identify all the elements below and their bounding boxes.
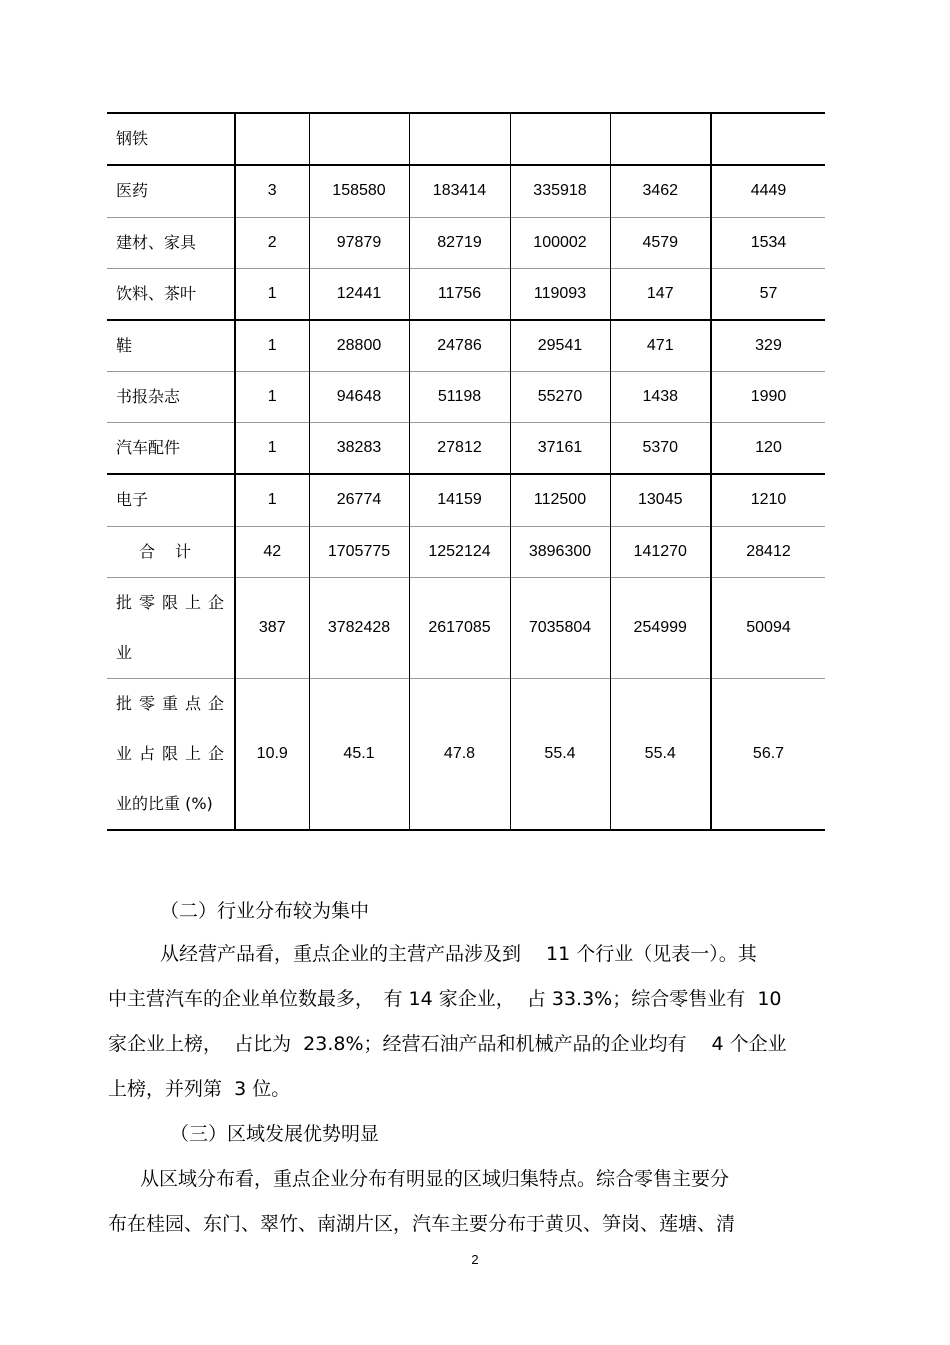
table-cell: 28412 <box>711 526 825 577</box>
table-cell: 3782428 <box>309 577 409 678</box>
table-cell: 12441 <box>309 268 409 320</box>
table-cell: 2 <box>235 217 309 268</box>
table-cell: 1534 <box>711 217 825 268</box>
table-cell: 112500 <box>510 474 610 526</box>
table-cell: 1 <box>235 268 309 320</box>
table-cell: 27812 <box>409 423 510 475</box>
row-label: 汽车配件 <box>107 423 235 475</box>
table-cell: 1 <box>235 320 309 372</box>
table-cell: 158580 <box>309 165 409 217</box>
table-cell: 55.4 <box>510 678 610 830</box>
section-2-heading: （二）行业分布较为集中 <box>160 900 370 922</box>
table-cell: 1252124 <box>409 526 510 577</box>
row-label-line: 批零重点企 <box>116 693 232 713</box>
row-label-line: 批零限上企 <box>116 592 232 612</box>
table-row <box>107 372 825 423</box>
table-cell: 335918 <box>510 165 610 217</box>
table-row <box>107 217 825 268</box>
table-cell: 11756 <box>409 268 510 320</box>
table-cell: 47.8 <box>409 678 510 830</box>
table-cell: 7035804 <box>510 577 610 678</box>
table-cell: 1 <box>235 423 309 475</box>
table-cell <box>610 113 711 165</box>
table-cell: 55.4 <box>610 678 711 830</box>
table-row <box>107 577 825 678</box>
row-label-line: 业的比重 (%) <box>116 793 213 813</box>
data-table <box>107 112 825 831</box>
table-cell: 141270 <box>610 526 711 577</box>
table-row <box>107 526 825 577</box>
row-label: 书报杂志 <box>107 372 235 423</box>
table-cell <box>235 113 309 165</box>
row-label-line: 业占限上企 <box>116 743 232 763</box>
table-cell: 28800 <box>309 320 409 372</box>
table-cell: 29541 <box>510 320 610 372</box>
table-cell <box>309 113 409 165</box>
section-2-line-2: 中主营汽车的企业单位数最多， 有 14 家企业， 占 33.3%；综合零售业有 10 <box>108 988 782 1010</box>
table-cell <box>711 113 825 165</box>
table-cell: 471 <box>610 320 711 372</box>
table-cell: 10.9 <box>235 678 309 830</box>
table-cell: 119093 <box>510 268 610 320</box>
table-cell: 4579 <box>610 217 711 268</box>
row-label <box>107 678 235 830</box>
table-cell: 56.7 <box>711 678 825 830</box>
page-number: 2 <box>471 1252 479 1267</box>
table-cell <box>409 113 510 165</box>
table-cell: 51198 <box>409 372 510 423</box>
table-cell: 4449 <box>711 165 825 217</box>
table-row <box>107 165 825 217</box>
table-cell: 147 <box>610 268 711 320</box>
table-cell: 254999 <box>610 577 711 678</box>
table-cell: 57 <box>711 268 825 320</box>
table-cell: 24786 <box>409 320 510 372</box>
table-cell: 120 <box>711 423 825 475</box>
table-cell: 97879 <box>309 217 409 268</box>
table-cell: 94648 <box>309 372 409 423</box>
table-cell: 82719 <box>409 217 510 268</box>
section-2-line-4: 上榜，并列第 3 位。 <box>108 1078 291 1100</box>
row-label: 钢铁 <box>107 113 235 165</box>
table-cell: 3462 <box>610 165 711 217</box>
section-3-heading: （三）区域发展优势明显 <box>170 1123 380 1145</box>
table-row <box>107 113 825 165</box>
table-cell: 1210 <box>711 474 825 526</box>
row-label: 合计 <box>107 526 235 577</box>
section-3-line-1: 从区域分布看，重点企业分布有明显的区域归集特点。综合零售主要分 <box>140 1168 730 1190</box>
table-cell: 42 <box>235 526 309 577</box>
table-cell: 14159 <box>409 474 510 526</box>
table-row <box>107 268 825 320</box>
table-cell: 1705775 <box>309 526 409 577</box>
table-cell: 329 <box>711 320 825 372</box>
table-row <box>107 423 825 475</box>
section-3-line-2: 布在桂园、东门、翠竹、南湖片区，汽车主要分布于黄贝、笋岗、莲塘、清 <box>108 1213 736 1235</box>
table-cell <box>510 113 610 165</box>
row-label: 建材、家具 <box>107 217 235 268</box>
table-row <box>107 678 825 830</box>
table-cell: 1438 <box>610 372 711 423</box>
table-row <box>107 320 825 372</box>
table-cell: 3896300 <box>510 526 610 577</box>
row-label-line: 业 <box>116 642 133 662</box>
row-label: 鞋 <box>107 320 235 372</box>
table-cell: 55270 <box>510 372 610 423</box>
section-2-line-1: 从经营产品看，重点企业的主营产品涉及到 11 个行业（见表一）。其 <box>160 943 757 965</box>
table-cell: 1 <box>235 474 309 526</box>
table-cell: 26774 <box>309 474 409 526</box>
table-cell: 5370 <box>610 423 711 475</box>
section-2-line-3: 家企业上榜， 占比为 23.8%；经营石油产品和机械产品的企业均有 4 个企业 <box>108 1033 787 1055</box>
row-label: 医药 <box>107 165 235 217</box>
table-cell: 183414 <box>409 165 510 217</box>
table-cell: 1990 <box>711 372 825 423</box>
row-label <box>107 577 235 678</box>
table-cell: 3 <box>235 165 309 217</box>
table-cell: 2617085 <box>409 577 510 678</box>
row-label: 电子 <box>107 474 235 526</box>
table-cell: 45.1 <box>309 678 409 830</box>
table-cell: 38283 <box>309 423 409 475</box>
table-cell: 50094 <box>711 577 825 678</box>
table-cell: 387 <box>235 577 309 678</box>
table-cell: 37161 <box>510 423 610 475</box>
table-cell: 100002 <box>510 217 610 268</box>
table-cell: 1 <box>235 372 309 423</box>
table-cell: 13045 <box>610 474 711 526</box>
table-row <box>107 474 825 526</box>
row-label: 饮料、茶叶 <box>107 268 235 320</box>
